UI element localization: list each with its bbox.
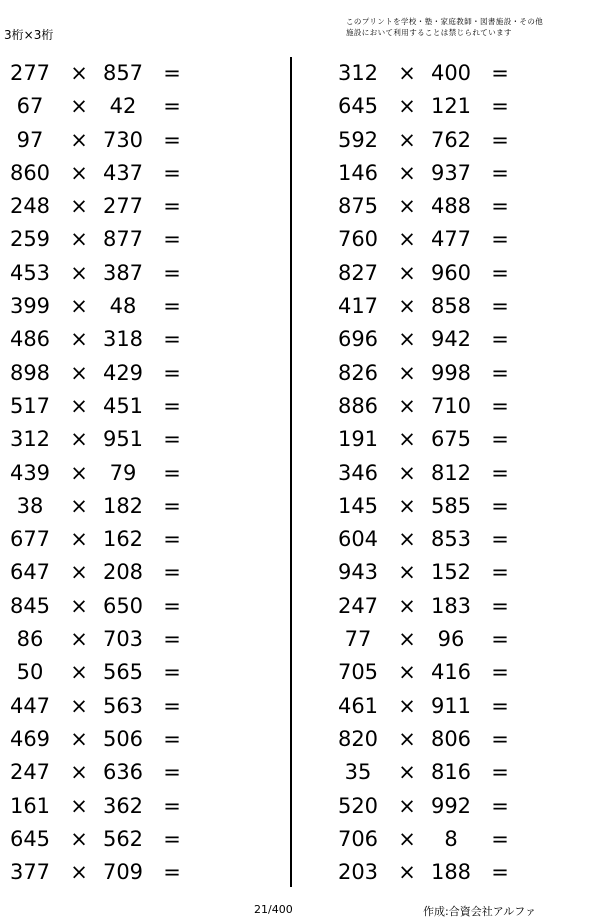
second-operand: 709 [102, 860, 144, 885]
first-operand: 461 [337, 693, 379, 718]
first-operand: 705 [337, 660, 379, 685]
second-operand: 951 [102, 427, 144, 452]
multiply-sign: × [398, 127, 416, 152]
second-operand: 182 [102, 493, 144, 518]
equals-sign: = [491, 693, 509, 718]
equals-sign: = [491, 294, 509, 319]
second-operand: 387 [102, 260, 144, 285]
equals-sign: = [491, 493, 509, 518]
first-operand: 417 [337, 294, 379, 319]
second-operand: 96 [437, 627, 465, 652]
first-operand: 875 [337, 194, 379, 219]
first-operand: 827 [337, 260, 379, 285]
multiply-sign: × [70, 327, 88, 352]
equals-sign: = [163, 227, 181, 252]
first-operand: 820 [337, 726, 379, 751]
first-operand: 696 [337, 327, 379, 352]
equals-sign: = [163, 360, 181, 385]
first-operand: 346 [337, 460, 379, 485]
first-operand: 645 [9, 826, 51, 851]
first-operand: 453 [9, 260, 51, 285]
equals-sign: = [163, 826, 181, 851]
multiply-sign: × [70, 627, 88, 652]
first-operand: 50 [16, 660, 44, 685]
first-operand: 399 [9, 294, 51, 319]
multiply-sign: × [70, 360, 88, 385]
second-operand: 477 [430, 227, 472, 252]
equals-sign: = [163, 660, 181, 685]
second-operand: 816 [430, 760, 472, 785]
second-operand: 562 [102, 826, 144, 851]
second-operand: 400 [430, 61, 472, 85]
multiply-sign: × [70, 693, 88, 718]
second-operand: 437 [102, 160, 144, 185]
equals-sign: = [491, 860, 509, 885]
equals-sign: = [491, 61, 509, 85]
multiply-sign: × [70, 493, 88, 518]
first-operand: 486 [9, 327, 51, 352]
multiply-sign: × [70, 160, 88, 185]
first-operand: 191 [337, 427, 379, 452]
equals-sign: = [163, 593, 181, 618]
equals-sign: = [163, 560, 181, 585]
first-operand: 248 [9, 194, 51, 219]
multiply-sign: × [398, 660, 416, 685]
multiply-sign: × [398, 160, 416, 185]
first-operand: 259 [9, 227, 51, 252]
multiply-sign: × [398, 527, 416, 552]
multiply-sign: × [398, 593, 416, 618]
second-operand: 8 [444, 826, 458, 851]
second-operand: 675 [430, 427, 472, 452]
first-operand: 447 [9, 693, 51, 718]
second-operand: 730 [102, 127, 144, 152]
equals-sign: = [491, 593, 509, 618]
second-operand: 812 [430, 460, 472, 485]
multiply-sign: × [398, 327, 416, 352]
equals-sign: = [491, 327, 509, 352]
first-operand: 677 [9, 527, 51, 552]
multiply-sign: × [398, 793, 416, 818]
second-operand: 318 [102, 327, 144, 352]
first-operand: 146 [337, 160, 379, 185]
first-operand: 826 [337, 360, 379, 385]
first-operand: 77 [344, 627, 372, 652]
equals-sign: = [163, 194, 181, 219]
first-operand: 97 [16, 127, 44, 152]
first-operand: 203 [337, 860, 379, 885]
second-operand: 877 [102, 227, 144, 252]
first-operand: 247 [9, 760, 51, 785]
second-operand: 857 [102, 61, 144, 85]
equals-sign: = [491, 360, 509, 385]
second-operand: 858 [430, 294, 472, 319]
multiply-sign: × [398, 493, 416, 518]
second-operand: 188 [430, 860, 472, 885]
equals-sign: = [163, 860, 181, 885]
equals-sign: = [163, 627, 181, 652]
first-operand: 860 [9, 160, 51, 185]
multiply-sign: × [398, 194, 416, 219]
second-operand: 636 [102, 760, 144, 785]
second-operand: 208 [102, 560, 144, 585]
first-operand: 86 [16, 627, 44, 652]
second-operand: 42 [109, 94, 137, 119]
second-operand: 563 [102, 693, 144, 718]
multiply-sign: × [398, 427, 416, 452]
equals-sign: = [491, 826, 509, 851]
multiply-sign: × [398, 360, 416, 385]
equals-sign: = [491, 527, 509, 552]
second-operand: 998 [430, 360, 472, 385]
equals-sign: = [163, 427, 181, 452]
second-operand: 416 [430, 660, 472, 685]
usage-notice-line-1: このプリントを学校・塾・家庭教師・図書施設・その他 [346, 17, 544, 26]
first-operand: 67 [16, 94, 44, 119]
equals-sign: = [163, 327, 181, 352]
page-number: 21/400 [254, 903, 293, 916]
second-operand: 79 [109, 460, 137, 485]
first-operand: 760 [337, 227, 379, 252]
multiply-sign: × [398, 260, 416, 285]
first-operand: 161 [9, 793, 51, 818]
multiply-sign: × [398, 460, 416, 485]
first-operand: 469 [9, 726, 51, 751]
first-operand: 706 [337, 826, 379, 851]
second-operand: 650 [102, 593, 144, 618]
first-operand: 517 [9, 393, 51, 418]
equals-sign: = [491, 160, 509, 185]
first-operand: 312 [337, 61, 379, 85]
first-operand: 145 [337, 493, 379, 518]
equals-sign: = [491, 660, 509, 685]
equals-sign: = [163, 726, 181, 751]
equals-sign: = [491, 627, 509, 652]
multiply-sign: × [70, 793, 88, 818]
equals-sign: = [163, 793, 181, 818]
second-operand: 277 [102, 194, 144, 219]
multiply-sign: × [398, 294, 416, 319]
second-operand: 48 [109, 294, 137, 319]
usage-notice-line-2: 施設において利用することは禁じられています [346, 28, 512, 37]
first-operand: 312 [9, 427, 51, 452]
multiply-sign: × [70, 860, 88, 885]
multiply-sign: × [70, 393, 88, 418]
second-operand: 152 [430, 560, 472, 585]
equals-sign: = [163, 693, 181, 718]
equals-sign: = [491, 194, 509, 219]
second-operand: 762 [430, 127, 472, 152]
equals-sign: = [491, 94, 509, 119]
multiply-sign: × [70, 593, 88, 618]
equals-sign: = [163, 527, 181, 552]
equals-sign: = [491, 793, 509, 818]
second-operand: 992 [430, 793, 472, 818]
multiply-sign: × [398, 61, 416, 85]
multiply-sign: × [70, 826, 88, 851]
equals-sign: = [491, 427, 509, 452]
multiply-sign: × [70, 560, 88, 585]
equals-sign: = [491, 760, 509, 785]
equals-sign: = [491, 726, 509, 751]
second-operand: 506 [102, 726, 144, 751]
second-operand: 960 [430, 260, 472, 285]
first-operand: 38 [16, 493, 44, 518]
first-operand: 647 [9, 560, 51, 585]
second-operand: 451 [102, 393, 144, 418]
second-operand: 942 [430, 327, 472, 352]
equals-sign: = [491, 260, 509, 285]
equals-sign: = [163, 160, 181, 185]
first-operand: 439 [9, 460, 51, 485]
first-operand: 520 [337, 793, 379, 818]
equals-sign: = [491, 227, 509, 252]
first-operand: 645 [337, 94, 379, 119]
multiply-sign: × [398, 94, 416, 119]
second-operand: 183 [430, 593, 472, 618]
multiply-sign: × [70, 260, 88, 285]
second-operand: 565 [102, 660, 144, 685]
first-operand: 277 [9, 61, 51, 85]
multiply-sign: × [70, 127, 88, 152]
multiply-sign: × [398, 227, 416, 252]
first-operand: 943 [337, 560, 379, 585]
first-operand: 592 [337, 127, 379, 152]
equals-sign: = [163, 294, 181, 319]
first-operand: 35 [344, 760, 372, 785]
multiply-sign: × [398, 860, 416, 885]
second-operand: 121 [430, 94, 472, 119]
second-operand: 710 [430, 393, 472, 418]
equals-sign: = [163, 460, 181, 485]
second-operand: 806 [430, 726, 472, 751]
equals-sign: = [163, 393, 181, 418]
equals-sign: = [163, 127, 181, 152]
multiply-sign: × [70, 527, 88, 552]
multiply-sign: × [70, 227, 88, 252]
first-operand: 377 [9, 860, 51, 885]
second-operand: 937 [430, 160, 472, 185]
multiply-sign: × [398, 560, 416, 585]
multiply-sign: × [70, 194, 88, 219]
second-operand: 911 [430, 693, 472, 718]
worksheet-title: 3桁×3桁 [4, 28, 54, 42]
second-operand: 703 [102, 627, 144, 652]
multiply-sign: × [398, 726, 416, 751]
second-operand: 362 [102, 793, 144, 818]
usage-notice [346, 16, 586, 38]
equals-sign: = [491, 560, 509, 585]
equals-sign: = [491, 460, 509, 485]
equals-sign: = [163, 493, 181, 518]
equals-sign: = [163, 61, 181, 85]
equals-sign: = [163, 94, 181, 119]
multiply-sign: × [70, 660, 88, 685]
equals-sign: = [163, 260, 181, 285]
multiply-sign: × [398, 693, 416, 718]
equals-sign: = [163, 760, 181, 785]
first-operand: 604 [337, 527, 379, 552]
multiply-sign: × [70, 294, 88, 319]
second-operand: 853 [430, 527, 472, 552]
first-operand: 845 [9, 593, 51, 618]
author-credit: 作成:合資会社アルファ [423, 905, 537, 918]
first-operand: 247 [337, 593, 379, 618]
multiply-sign: × [70, 61, 88, 85]
first-operand: 898 [9, 360, 51, 385]
second-operand: 585 [430, 493, 472, 518]
second-operand: 488 [430, 194, 472, 219]
multiply-sign: × [398, 393, 416, 418]
equals-sign: = [491, 127, 509, 152]
multiply-sign: × [398, 826, 416, 851]
equals-sign: = [491, 393, 509, 418]
first-operand: 886 [337, 393, 379, 418]
multiply-sign: × [70, 726, 88, 751]
column-divider [290, 57, 292, 887]
multiply-sign: × [70, 760, 88, 785]
second-operand: 162 [102, 527, 144, 552]
multiply-sign: × [398, 627, 416, 652]
second-operand: 429 [102, 360, 144, 385]
multiply-sign: × [398, 760, 416, 785]
multiply-sign: × [70, 460, 88, 485]
multiply-sign: × [70, 427, 88, 452]
multiply-sign: × [70, 94, 88, 119]
